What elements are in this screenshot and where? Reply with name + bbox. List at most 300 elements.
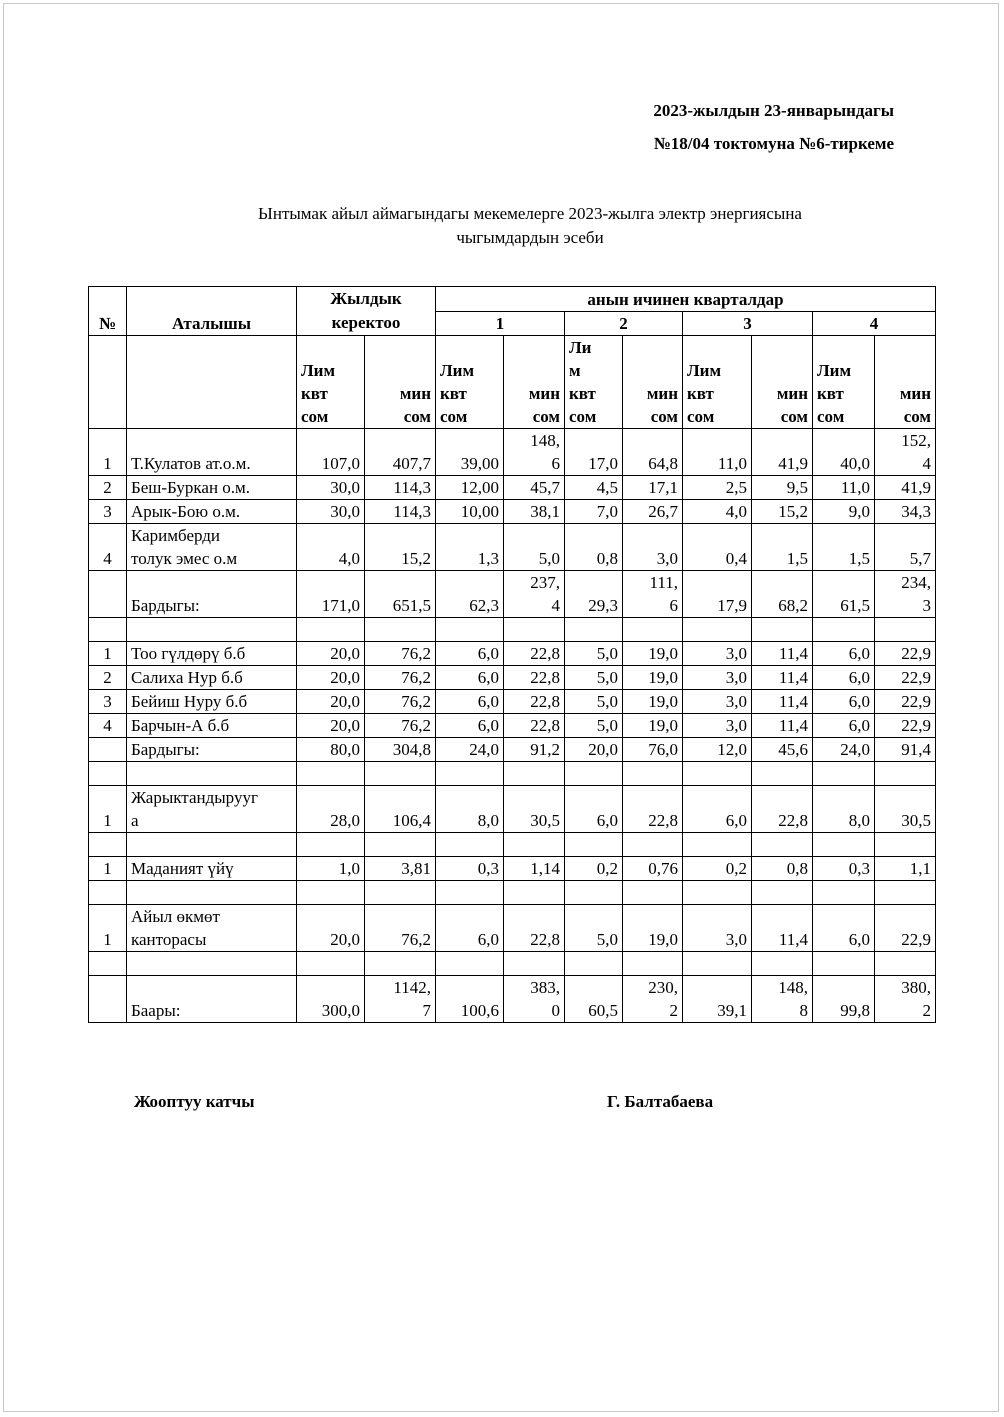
- value-cell: [565, 857, 623, 881]
- row-name: [127, 666, 297, 690]
- row-name-line: Каримберди: [131, 526, 221, 545]
- value-cell: [875, 524, 936, 571]
- value-line: 0,3: [848, 859, 870, 878]
- value-line: 4: [922, 454, 931, 473]
- value-cell: [504, 666, 565, 690]
- value-cell: [875, 500, 936, 524]
- value-line: 407,7: [392, 454, 431, 473]
- value-cell: [683, 666, 752, 690]
- empty-cell: [813, 618, 875, 642]
- subheader-line: Лим: [440, 361, 475, 380]
- value-line: 22,9: [901, 716, 931, 735]
- subheader-line: Лим: [687, 361, 722, 380]
- value-cell: [623, 642, 683, 666]
- value-line: 24,0: [469, 740, 499, 759]
- value-cell: [752, 714, 813, 738]
- value-cell: [875, 571, 936, 618]
- empty-cell: [875, 833, 936, 857]
- value-cell: [752, 976, 813, 1023]
- value-cell: [813, 786, 875, 833]
- value-cell: [752, 500, 813, 524]
- value-line: 19,0: [648, 644, 678, 663]
- value-cell: [683, 786, 752, 833]
- subheader-line: сом: [532, 407, 560, 426]
- row-name-line: Айыл өкмөт: [131, 907, 220, 926]
- value-line: 5,0: [596, 692, 618, 711]
- value-line: 30,0: [330, 478, 360, 497]
- value-cell: [365, 429, 436, 476]
- table-row: [89, 976, 936, 1023]
- value-line: 22,9: [901, 930, 931, 949]
- value-cell: [504, 738, 565, 762]
- value-line: 383,: [530, 978, 560, 997]
- quarter-4-header: 4: [813, 311, 936, 336]
- value-line: 7,0: [596, 502, 618, 521]
- value-cell: [813, 976, 875, 1023]
- value-cell: [565, 642, 623, 666]
- value-line: 6,0: [477, 930, 499, 949]
- value-line: 6,0: [477, 716, 499, 735]
- value-cell: [813, 500, 875, 524]
- value-line: 4: [551, 596, 560, 615]
- value-line: 91,2: [530, 740, 560, 759]
- row-name-part: Жарыктандыруу: [131, 788, 251, 807]
- value-line: 17,1: [648, 478, 678, 497]
- value-line: 76,2: [401, 668, 431, 687]
- value-cell: [623, 666, 683, 690]
- empty-cell: [623, 833, 683, 857]
- value-line: 5,0: [596, 930, 618, 949]
- subheader-line: сом: [650, 407, 678, 426]
- row-name-line: Бардыгы:: [131, 740, 200, 759]
- value-cell: [297, 571, 365, 618]
- value-cell: [297, 476, 365, 500]
- subheader-line: сом: [817, 407, 845, 426]
- empty-cell: [504, 762, 565, 786]
- value-cell: [504, 786, 565, 833]
- empty-cell: [297, 618, 365, 642]
- subheader-q2-min: [623, 336, 683, 429]
- value-cell: [875, 905, 936, 952]
- value-cell: [875, 642, 936, 666]
- value-line: 106,4: [392, 811, 431, 830]
- subheader-q4-min: [875, 336, 936, 429]
- value-line: 3: [922, 596, 931, 615]
- empty-cell: [436, 833, 504, 857]
- row-name: [127, 571, 297, 618]
- value-line: 11,4: [778, 644, 808, 663]
- signature-role: Жооптуу катчы: [134, 1092, 255, 1111]
- value-cell: [813, 905, 875, 952]
- value-cell: [436, 738, 504, 762]
- empty-cell: [365, 762, 436, 786]
- subheader-line: сом: [403, 407, 431, 426]
- subheader-q4-lim: [813, 336, 875, 429]
- subheader-line: квт: [569, 384, 596, 403]
- value-cell: [565, 905, 623, 952]
- value-line: 30,0: [330, 502, 360, 521]
- value-cell: [683, 905, 752, 952]
- document-title: [170, 202, 890, 250]
- subheader-empty-name: [127, 336, 297, 429]
- value-cell: [436, 476, 504, 500]
- value-line: 0,8: [596, 549, 618, 568]
- subheader-a-min: [365, 336, 436, 429]
- value-line: 68,2: [778, 596, 808, 615]
- empty-cell: [365, 881, 436, 905]
- value-cell: [813, 666, 875, 690]
- table-row: [89, 571, 936, 618]
- subheader-line: мин: [528, 384, 560, 403]
- row-name: [127, 857, 297, 881]
- value-line: 30,5: [901, 811, 931, 830]
- row-name-line: Барчын-А б.б: [131, 716, 230, 735]
- value-line: 22,8: [778, 811, 808, 830]
- value-line: 0,8: [786, 859, 808, 878]
- value-cell: [297, 714, 365, 738]
- value-cell: [436, 976, 504, 1023]
- value-line: 40,0: [840, 454, 870, 473]
- spacer-row: [89, 881, 936, 905]
- subheader-empty-no: [89, 336, 127, 429]
- value-line: 1,3: [477, 549, 499, 568]
- value-cell: [365, 714, 436, 738]
- value-line: 6,0: [596, 811, 618, 830]
- empty-cell: [875, 881, 936, 905]
- row-name-line: Салиха Нур б.б: [131, 668, 243, 687]
- table-row: [89, 690, 936, 714]
- row-number: 1: [89, 786, 127, 833]
- value-cell: [365, 786, 436, 833]
- value-line: 5,7: [909, 549, 931, 568]
- value-line: 39,00: [460, 454, 499, 473]
- empty-cell: [683, 881, 752, 905]
- value-cell: [683, 690, 752, 714]
- value-line: 0,2: [596, 859, 618, 878]
- value-line: 76,2: [401, 644, 431, 663]
- col-header-name: Аталышы: [127, 287, 297, 336]
- value-cell: [875, 666, 936, 690]
- col-header-no: №: [89, 287, 127, 336]
- value-line: 19,0: [648, 668, 678, 687]
- value-cell: [623, 500, 683, 524]
- empty-cell: [365, 833, 436, 857]
- subheader-line: сом: [903, 407, 931, 426]
- row-name-line: Баары:: [131, 1001, 181, 1020]
- row-number: 2: [89, 666, 127, 690]
- empty-cell: [813, 833, 875, 857]
- row-name: [127, 500, 297, 524]
- value-line: 76,2: [401, 930, 431, 949]
- value-line: 15,2: [401, 549, 431, 568]
- row-name-line: Бардыгы:: [131, 596, 200, 615]
- spacer-row: [89, 762, 936, 786]
- empty-cell: [875, 762, 936, 786]
- value-line: 22,9: [901, 668, 931, 687]
- value-cell: [752, 905, 813, 952]
- table-subheader-row: [89, 336, 936, 429]
- value-cell: [365, 690, 436, 714]
- value-cell: [297, 690, 365, 714]
- empty-cell: [89, 833, 127, 857]
- value-cell: [436, 690, 504, 714]
- value-line: 6,0: [477, 692, 499, 711]
- value-line: 234,: [901, 573, 931, 592]
- col-header-quarters: анын ичинен кварталдар: [436, 287, 936, 312]
- value-line: 20,0: [330, 716, 360, 735]
- value-line: 0,4: [725, 549, 747, 568]
- value-line: 237,: [530, 573, 560, 592]
- value-line: 22,8: [530, 668, 560, 687]
- value-cell: [504, 524, 565, 571]
- empty-cell: [565, 833, 623, 857]
- col-header-annual-line2: керектоо: [331, 313, 401, 332]
- value-cell: [752, 857, 813, 881]
- value-cell: [752, 524, 813, 571]
- value-line: 8,0: [848, 811, 870, 830]
- empty-cell: [875, 618, 936, 642]
- subheader-q2-lim: [565, 336, 623, 429]
- value-line: 39,1: [717, 1001, 747, 1020]
- subheader-line: сом: [440, 407, 468, 426]
- empty-cell: [813, 881, 875, 905]
- row-name: [127, 429, 297, 476]
- value-cell: [504, 714, 565, 738]
- value-line: 11,4: [778, 692, 808, 711]
- value-line: 20,0: [330, 668, 360, 687]
- subheader-line: квт: [687, 384, 714, 403]
- value-cell: [565, 690, 623, 714]
- value-cell: [365, 666, 436, 690]
- row-number: 2: [89, 476, 127, 500]
- value-line: 45,6: [778, 740, 808, 759]
- empty-cell: [565, 881, 623, 905]
- table-row: [89, 476, 936, 500]
- value-cell: [565, 714, 623, 738]
- document-title-line1: Ынтымак айыл аймагындагы мекемелерге 2023-жылга электр энергиясына: [258, 204, 802, 223]
- value-line: 1,5: [786, 549, 808, 568]
- value-cell: [623, 524, 683, 571]
- row-number: 3: [89, 690, 127, 714]
- value-cell: [504, 571, 565, 618]
- row-number: [89, 976, 127, 1023]
- row-name-line: Тоо гүлдөрү б.б: [131, 644, 246, 663]
- row-name: [127, 738, 297, 762]
- value-cell: [683, 429, 752, 476]
- value-cell: [297, 976, 365, 1023]
- value-line: 61,5: [840, 596, 870, 615]
- row-name: [127, 690, 297, 714]
- value-line: 300,0: [321, 1001, 360, 1020]
- value-line: 30,5: [530, 811, 560, 830]
- value-cell: [565, 666, 623, 690]
- value-line: 99,8: [840, 1001, 870, 1020]
- value-line: 24,0: [840, 740, 870, 759]
- value-cell: [297, 524, 365, 571]
- empty-cell: [875, 952, 936, 976]
- value-line: 1,1: [909, 859, 931, 878]
- empty-cell: [752, 618, 813, 642]
- row-name-part: г: [250, 788, 258, 807]
- value-line: 11,0: [840, 478, 870, 497]
- subheader-line: квт: [440, 384, 467, 403]
- subheader-line: квт: [301, 384, 328, 403]
- value-line: 6: [669, 596, 678, 615]
- empty-cell: [127, 952, 297, 976]
- empty-cell: [683, 833, 752, 857]
- value-line: 6,0: [848, 668, 870, 687]
- value-line: 3,0: [656, 549, 678, 568]
- value-cell: [683, 714, 752, 738]
- table-row: [89, 786, 936, 833]
- value-cell: [683, 500, 752, 524]
- empty-cell: [623, 952, 683, 976]
- row-number: 4: [89, 524, 127, 571]
- empty-cell: [436, 881, 504, 905]
- value-line: 380,: [901, 978, 931, 997]
- value-line: 11,4: [778, 668, 808, 687]
- value-cell: [365, 905, 436, 952]
- value-cell: [504, 905, 565, 952]
- electricity-expense-table: [88, 286, 936, 1023]
- subheader-line: Ли: [569, 338, 592, 357]
- value-line: 4,0: [338, 549, 360, 568]
- value-line: 6: [551, 454, 560, 473]
- value-line: 20,0: [330, 692, 360, 711]
- empty-cell: [752, 881, 813, 905]
- quarter-2-header: 2: [565, 311, 683, 336]
- spacer-row: [89, 833, 936, 857]
- value-cell: [875, 476, 936, 500]
- value-line: 17,0: [588, 454, 618, 473]
- empty-cell: [127, 618, 297, 642]
- empty-cell: [436, 618, 504, 642]
- subheader-line: Лим: [817, 361, 852, 380]
- value-cell: [623, 738, 683, 762]
- empty-cell: [365, 952, 436, 976]
- value-line: 80,0: [330, 740, 360, 759]
- value-cell: [365, 857, 436, 881]
- value-line: 22,8: [530, 716, 560, 735]
- value-line: 6,0: [477, 644, 499, 663]
- value-line: 5,0: [596, 644, 618, 663]
- value-line: 38,1: [530, 502, 560, 521]
- value-cell: [565, 571, 623, 618]
- value-cell: [683, 976, 752, 1023]
- value-line: 107,0: [321, 454, 360, 473]
- subheader-line: сом: [569, 407, 597, 426]
- subheader-line: мин: [899, 384, 931, 403]
- row-number: [89, 571, 127, 618]
- spacer-row: [89, 618, 936, 642]
- document-title-line2: чыгымдардын эсеби: [456, 228, 604, 247]
- subheader-line: мин: [646, 384, 678, 403]
- value-cell: [875, 714, 936, 738]
- value-line: 76,2: [401, 692, 431, 711]
- value-line: 152,: [901, 431, 931, 450]
- row-number: 1: [89, 642, 127, 666]
- value-line: 3,0: [725, 930, 747, 949]
- subheader-a-lim: [297, 336, 365, 429]
- value-cell: [623, 571, 683, 618]
- table-row: [89, 524, 936, 571]
- row-name: [127, 786, 297, 833]
- value-line: 22,8: [530, 644, 560, 663]
- value-cell: [813, 524, 875, 571]
- value-cell: [504, 476, 565, 500]
- table-row: [89, 857, 936, 881]
- value-line: 4,0: [725, 502, 747, 521]
- value-cell: [623, 976, 683, 1023]
- value-line: 3,0: [725, 716, 747, 735]
- value-line: 20,0: [330, 644, 360, 663]
- value-line: 6,0: [848, 692, 870, 711]
- value-cell: [297, 738, 365, 762]
- empty-cell: [623, 618, 683, 642]
- value-cell: [297, 500, 365, 524]
- empty-cell: [89, 952, 127, 976]
- value-line: 171,0: [321, 596, 360, 615]
- value-line: 41,9: [778, 454, 808, 473]
- value-line: 148,: [778, 978, 808, 997]
- value-cell: [813, 714, 875, 738]
- empty-cell: [565, 762, 623, 786]
- subheader-line: сом: [687, 407, 715, 426]
- row-number: 1: [89, 857, 127, 881]
- quarter-3-header: 3: [683, 311, 813, 336]
- value-cell: [752, 571, 813, 618]
- subheader-line: м: [569, 361, 581, 380]
- value-cell: [683, 571, 752, 618]
- value-line: 6,0: [848, 930, 870, 949]
- value-line: 1,14: [530, 859, 560, 878]
- subheader-q3-min: [752, 336, 813, 429]
- row-name-line: Т.Кулатов ат.о.м.: [131, 454, 251, 473]
- table-row: [89, 905, 936, 952]
- value-cell: [623, 857, 683, 881]
- empty-cell: [127, 833, 297, 857]
- value-line: 0,2: [725, 859, 747, 878]
- subheader-line: квт: [817, 384, 844, 403]
- value-cell: [565, 738, 623, 762]
- subheader-line: Лим: [301, 361, 336, 380]
- value-cell: [297, 905, 365, 952]
- table-row: [89, 500, 936, 524]
- value-line: 3,0: [725, 668, 747, 687]
- subheader-q1-lim: [436, 336, 504, 429]
- value-cell: [875, 738, 936, 762]
- table-row: [89, 642, 936, 666]
- empty-cell: [89, 762, 127, 786]
- value-cell: [683, 524, 752, 571]
- table-row: [89, 429, 936, 476]
- value-cell: [623, 476, 683, 500]
- value-cell: [813, 857, 875, 881]
- value-line: 3,0: [725, 692, 747, 711]
- row-name-line: канторасы: [131, 930, 207, 949]
- row-number: 3: [89, 500, 127, 524]
- empty-cell: [565, 952, 623, 976]
- value-cell: [436, 642, 504, 666]
- value-cell: [565, 786, 623, 833]
- row-name-line: Маданият үйү: [131, 859, 234, 878]
- value-cell: [504, 429, 565, 476]
- value-line: 29,3: [588, 596, 618, 615]
- col-header-annual: [297, 287, 436, 336]
- value-line: 76,0: [648, 740, 678, 759]
- value-cell: [365, 642, 436, 666]
- value-line: 6,0: [477, 668, 499, 687]
